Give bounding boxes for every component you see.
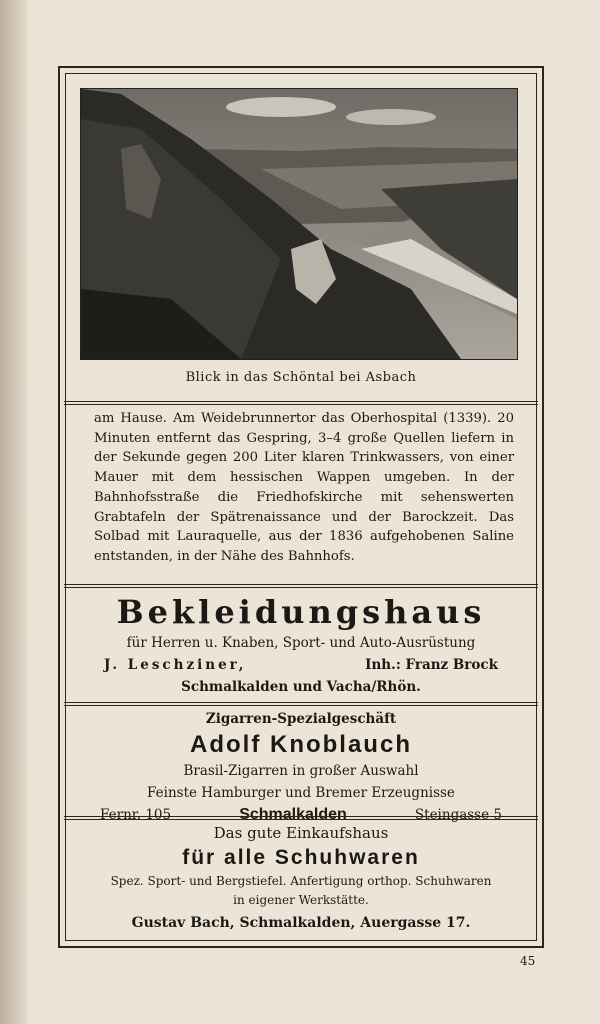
ad-kicker: Das gute Einkaufshaus xyxy=(213,824,389,842)
page-number: 45 xyxy=(520,954,536,968)
ad-schuhwaren xyxy=(64,822,538,936)
ad-proprietor: Inh.: Franz Brock xyxy=(365,657,498,673)
ad-headline: für alle Schuhwaren xyxy=(182,846,420,869)
section-divider xyxy=(64,816,538,820)
landscape-photo xyxy=(80,88,518,360)
ad-line: Feinste Hamburger und Bremer Erzeugnisse xyxy=(147,785,455,801)
article-text: am Hause. Am Weidebrunnertor das Oberhospital (1339). 20 Minuten entfernt das Gespring, 3–4 große Quellen liefern in der Sekunde gegen 200 Liter klaren Trinkwassers, von einer Mauer mit dem hessischen Wappen umgeben. In der Bahnhofsstraße die Friedhofskirche mit sehenswerten Grabtafeln der Spätrenaissance und der Barockzeit. Das Solbad mit Lauraquelle, aus der 1836 aufgehobenen Saline entstanden, in der Nähe des Bahnhofs. xyxy=(94,411,514,564)
ad-owner: J. Leschziner, xyxy=(104,657,247,673)
binding-shadow xyxy=(0,0,28,1024)
ad-shop-name: Adolf Knoblauch xyxy=(190,731,412,758)
ad-street: Steingasse 5 xyxy=(414,807,502,823)
ad-line: Brasil-Zigarren in großer Auswahl xyxy=(183,763,419,779)
ad-line: in eigener Werkstätte. xyxy=(233,893,369,907)
section-divider xyxy=(64,702,538,706)
ad-bekleidungshaus xyxy=(64,592,538,698)
ad-subtitle: für Herren u. Knaben, Sport- und Auto-Ausrüstung xyxy=(126,635,476,651)
ad-kicker: Zigarren-Spezialgeschäft xyxy=(205,711,397,727)
ad-phone: Fernr. 105 xyxy=(100,807,172,823)
ad-location: Schmalkalden und Vacha/Rhön. xyxy=(181,679,421,695)
ad-title: Bekleidungshaus xyxy=(116,593,486,631)
section-divider xyxy=(64,584,538,588)
ad-footer: Gustav Bach, Schmalkalden, Auergasse 17. xyxy=(131,915,471,931)
ad-knoblauch xyxy=(64,708,538,826)
ad-line: Spez. Sport- und Bergstiefel. Anfertigung orthop. Schuhwaren xyxy=(110,874,492,888)
section-divider xyxy=(64,401,538,405)
ad-town: Schmalkalden xyxy=(239,806,347,823)
photo-caption: Blick in das Schöntal bei Asbach xyxy=(185,370,417,385)
